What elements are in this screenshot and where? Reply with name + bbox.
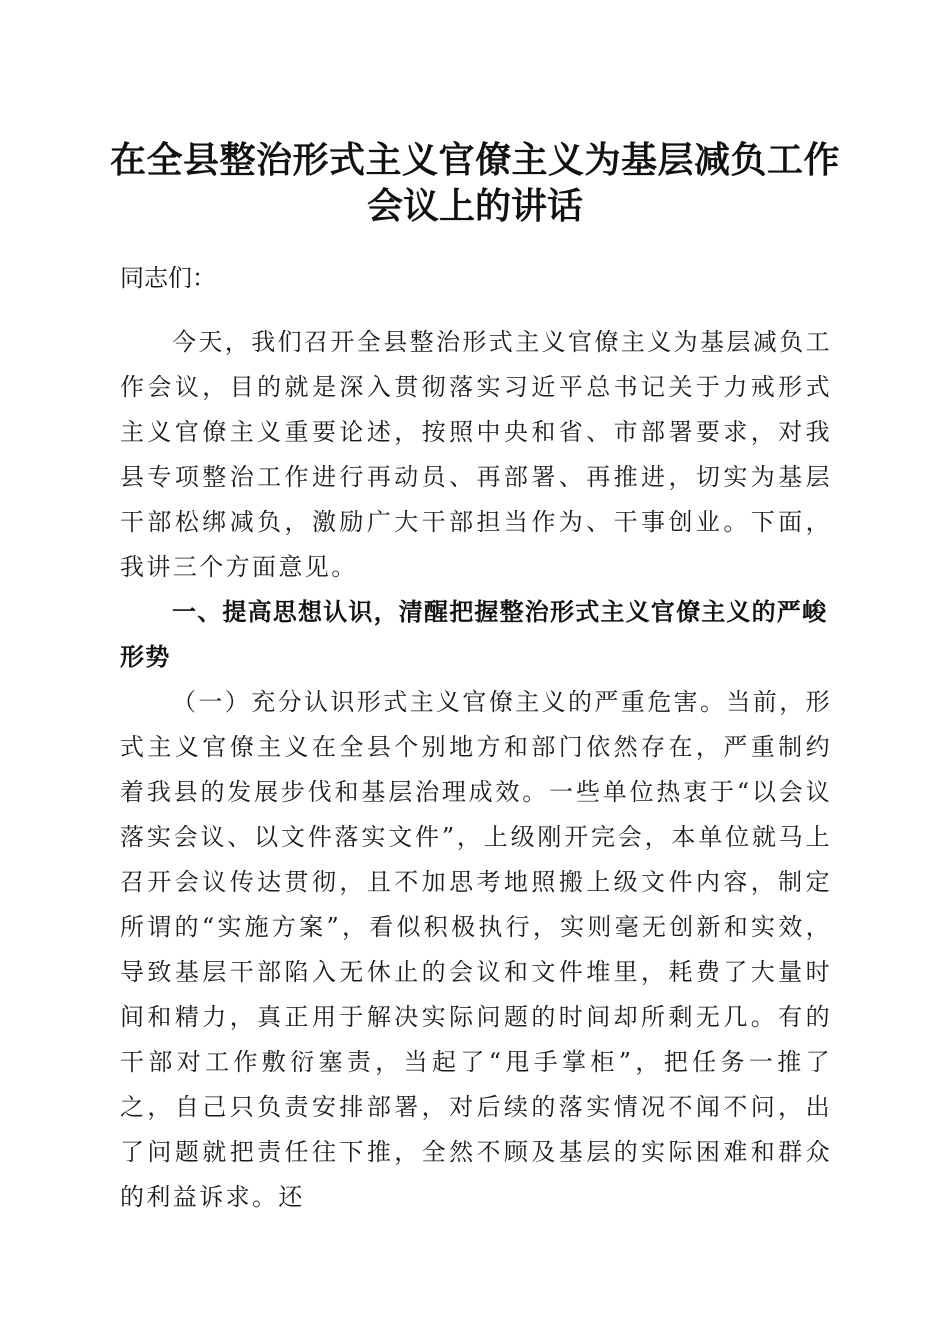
paragraph-section-1-1 xyxy=(120,680,832,1220)
document-title-line-1: 在全县整治形式主义官僚主义为基层减负工作 xyxy=(110,139,841,181)
salutation: 同志们： xyxy=(120,264,216,292)
paragraph-section-1-1-body: 当前，形式主义官僚主义在全县个别地方和部门依然存在，严重制约着我县的发展步伐和基层治理成效。一些单位热衷于“以会议落实会议、以文件落实文件”，上级刚开完会，本单位就马上召开会议传达贯彻，且不加思考地照搬上级文件内容，制定所谓的“实施方案”，看似积极执行，实则毫无创新和实效，导致基层干部陷入无休止的会议和文件堆里，耗费了大量时间和精力，真正用于解决实际问题的时间却所剩无几。有的干部对工作敷衍塞责，当起了“甩手掌柜”，把任务一推了之，自己只负责安排部署，对后续的落实情况不闻不问，出了问题就把责任往下推，全然不顾及基层的实际困难和群众的利益诉求。还 xyxy=(120,688,833,1211)
subsection-heading-1: （一）充分认识形式主义官僚主义的严重危害。 xyxy=(172,688,727,716)
section-heading-1: 一、提高思想认识，清醒把握整治形式主义官僚主义的严峻形势 xyxy=(120,598,828,671)
document-title-line-2: 会议上的讲话 xyxy=(366,185,583,227)
paragraph-intro: 今天，我们召开全县整治形式主义官僚主义为基层减负工作会议，目的就是深入贯彻落实习近平总书记关于力戒形式主义官僚主义重要论述，按照中央和省、市部署要求，对我县专项整治工作进行再动员、再部署、再推进，切实为基层干部松绑减负，激励广大干部担当作为、干事创业。下面，我讲三个方面意见。 xyxy=(120,328,832,581)
